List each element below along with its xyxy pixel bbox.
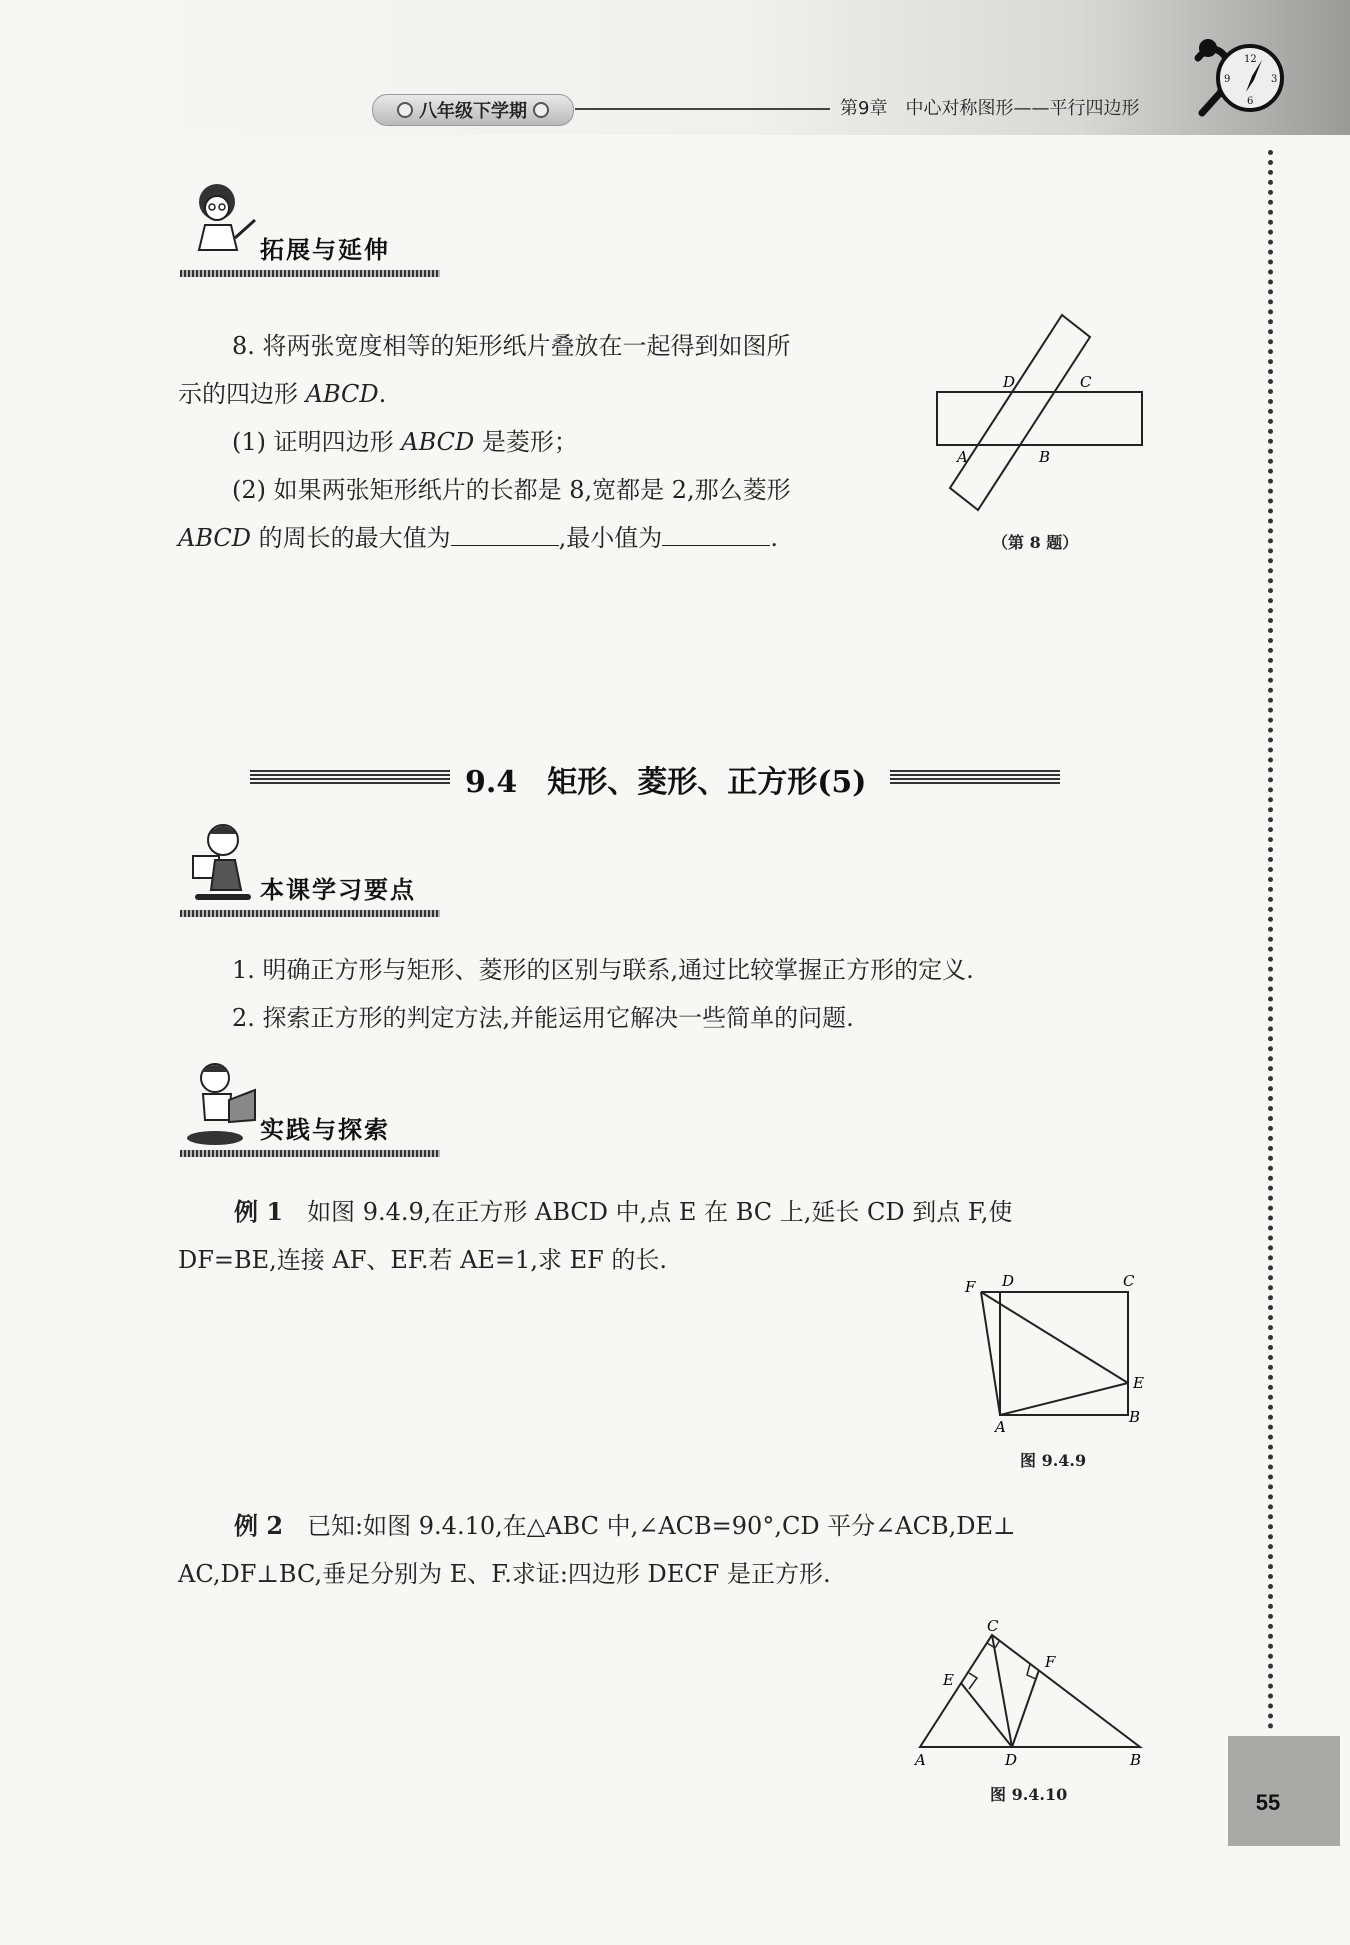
q8-text: 的周长的最大值为 xyxy=(251,524,451,552)
compass-runner-logo-icon xyxy=(1180,18,1300,128)
label-a: A xyxy=(995,1418,1006,1435)
perpendicular-de xyxy=(961,1683,1012,1747)
q8-line5 xyxy=(178,514,778,562)
label-c: C xyxy=(1123,1272,1135,1290)
grade-badge xyxy=(372,94,574,126)
page-number: 55 xyxy=(1255,1790,1281,1815)
segment-af xyxy=(981,1292,1000,1415)
example1-label: 例 1 xyxy=(234,1197,284,1226)
key-point-2: 2. 探索正方形的判定方法,并能运用它解决一些简单的问题. xyxy=(232,1004,854,1032)
section-underline xyxy=(180,1150,440,1157)
bullet-icon xyxy=(397,102,413,118)
answer-blank-max[interactable] xyxy=(451,521,559,546)
svg-text:6: 6 xyxy=(1247,96,1254,107)
label-f: F xyxy=(965,1278,976,1296)
label-e: E xyxy=(1133,1374,1144,1392)
key-point-1: 1. 明确正方形与矩形、菱形的区别与联系,通过比较掌握正方形的定义. xyxy=(232,956,974,984)
perpendicular-df xyxy=(1012,1670,1039,1747)
right-angle-mark-e xyxy=(969,1673,977,1689)
q8-figure-name: ABCD xyxy=(401,428,475,456)
label-e: E xyxy=(943,1671,954,1689)
label-d: D xyxy=(1005,1751,1018,1769)
section-heading xyxy=(250,752,1070,802)
q8-figure-name: ABCD xyxy=(178,524,252,552)
q8-text: . xyxy=(770,524,778,552)
label-f: F xyxy=(1045,1653,1056,1671)
slanted-strip xyxy=(950,315,1090,510)
label-b: B xyxy=(1130,1751,1142,1769)
q8-text: ,最小值为 xyxy=(558,524,663,552)
label-a: A xyxy=(957,448,968,466)
figure-9-4-10-caption: 图 9.4.10 xyxy=(990,1785,1068,1804)
q8-text: 是菱形； xyxy=(474,428,578,456)
q8-text: (1) 证明四边形 xyxy=(232,428,402,456)
teacher-avatar-icon xyxy=(185,180,257,268)
section-label: 本课学习要点 xyxy=(260,876,416,904)
svg-text:3: 3 xyxy=(1271,74,1278,85)
q8-line1: 8. 将两张宽度相等的矩形纸片叠放在一起得到如图所 xyxy=(232,332,791,360)
q8-text: 示的四边形 xyxy=(178,380,306,408)
heading-stripe-left xyxy=(250,770,450,786)
label-d: D xyxy=(1002,1272,1015,1290)
section-underline xyxy=(180,270,440,277)
example2-line2: AC,DF⊥BC,垂足分别为 E、F.求证:四边形 DECF 是正方形. xyxy=(178,1560,831,1588)
chapter-title: 第9章 中心对称图形——平行四边形 xyxy=(840,98,1140,119)
heading-stripe-right xyxy=(890,770,1060,786)
q8-figure-name: ABCD xyxy=(305,380,379,408)
label-b: B xyxy=(1039,448,1051,466)
svg-text:9: 9 xyxy=(1224,74,1231,85)
practice-section-banner xyxy=(180,1098,460,1148)
segment-ae xyxy=(1000,1383,1128,1415)
bisector-cd xyxy=(992,1635,1012,1747)
example2-line1 xyxy=(234,1502,1016,1550)
section-heading-title: 9.4 矩形、菱形、正方形(5) xyxy=(465,765,867,800)
page-header-background xyxy=(0,0,1350,135)
label-c: C xyxy=(1080,373,1092,391)
header-rule xyxy=(575,108,830,110)
student-reading-avatar-icon xyxy=(185,820,257,908)
answer-blank-min[interactable] xyxy=(662,521,770,546)
figure-q8 xyxy=(925,305,1155,525)
label-a: A xyxy=(915,1751,926,1769)
figure-9-4-10 xyxy=(905,1615,1155,1775)
key-points-section-banner xyxy=(180,858,470,908)
example2-text: 已知:如图 9.4.10,在△ABC 中,∠ACB=90°,CD 平分∠ACB,DE⊥ xyxy=(307,1512,1016,1540)
figure-q8-caption: （第 8 题） xyxy=(992,533,1079,552)
label-b: B xyxy=(1129,1408,1141,1426)
figure-9-4-9 xyxy=(955,1270,1155,1435)
section-label: 拓展与延伸 xyxy=(260,236,390,264)
section-underline xyxy=(180,910,440,917)
q8-text: . xyxy=(378,380,387,408)
example1-line1 xyxy=(234,1188,1012,1236)
svg-text:12: 12 xyxy=(1244,54,1257,65)
margin-dotted-line xyxy=(1268,150,1273,1730)
bullet-icon xyxy=(533,102,549,118)
student-painting-avatar-icon xyxy=(185,1060,257,1148)
example1-line2: DF=BE,连接 AF、EF.若 AE=1,求 EF 的长. xyxy=(178,1246,668,1274)
grade-label: 八年级下学期 xyxy=(419,101,527,122)
extension-section-banner xyxy=(180,218,460,268)
triangle-abc xyxy=(920,1635,1140,1747)
example1-text: 如图 9.4.9,在正方形 ABCD 中,点 E 在 BC 上,延长 CD 到点 F,使 xyxy=(307,1198,1013,1226)
label-d: D xyxy=(1003,373,1016,391)
q8-line2 xyxy=(178,370,386,418)
horizontal-strip xyxy=(937,392,1142,445)
label-c: C xyxy=(987,1617,999,1635)
q8-part2: (2) 如果两张矩形纸片的长都是 8,宽都是 2,那么菱形 xyxy=(232,476,791,504)
example2-label: 例 2 xyxy=(234,1511,284,1540)
segment-ef xyxy=(981,1292,1128,1383)
figure-9-4-9-caption: 图 9.4.9 xyxy=(1020,1451,1087,1470)
q8-part1 xyxy=(232,418,578,466)
square-abcd xyxy=(1000,1292,1128,1415)
section-label: 实践与探索 xyxy=(260,1116,390,1144)
